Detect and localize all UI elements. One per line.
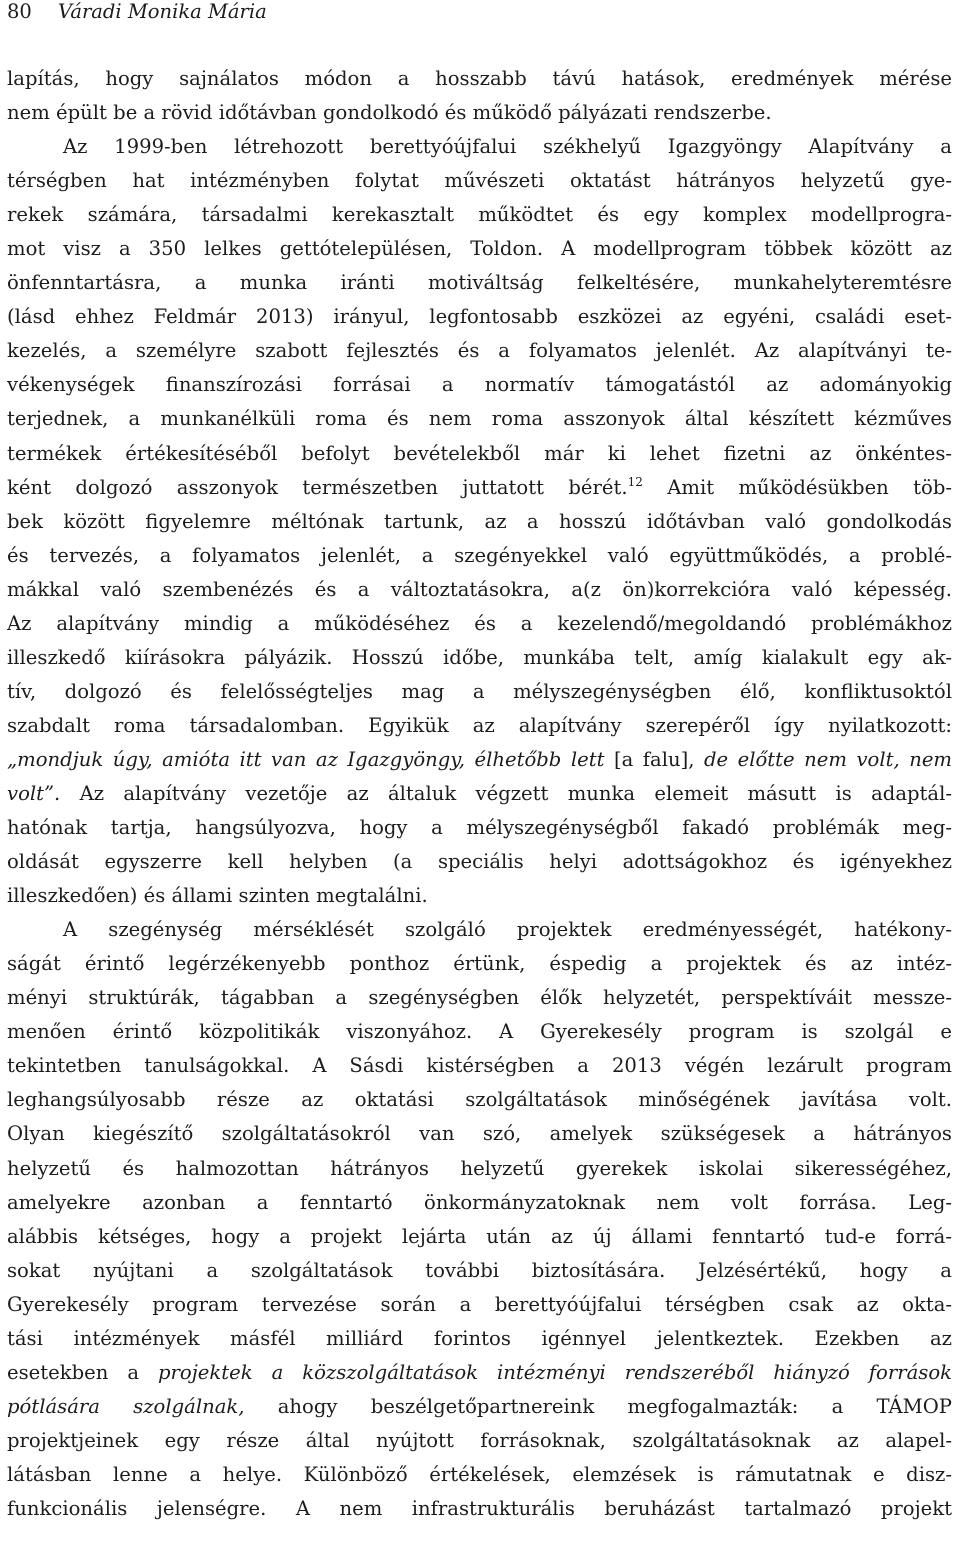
text-line: kezelés, a személyre szabott fejlesztés és a folyamatos jelenlét. Az alapítványi te- [7, 339, 952, 363]
paragraph-2 [7, 130, 952, 913]
text-line: menően érintő közpolitikák viszonyához. A Gyerekesély program is szolgál e [7, 1020, 952, 1044]
paragraph-1 [7, 62, 952, 130]
text-line: (lásd ehhez Feldmár 2013) irányul, legfontosabb eszközei az egyéni, családi eset- [7, 305, 952, 329]
text-line: alábbis kétséges, hogy a projekt lejárta után az új állami fenntartó tud-e forrá- [7, 1224, 952, 1248]
text-line: volt”. Az alapítvány vezetője az általuk végzett munka elemeit másutt is adaptál- [7, 781, 952, 805]
text-line: vékenységek finanszírozási forrásai a normatív támogatástól az adományokig [7, 373, 952, 397]
text-line: tív, dolgozó és felelősségteljes mag a mélyszegénységben élő, konfliktusoktól [7, 679, 952, 703]
text-line: rekek számára, társadalmi kerekasztalt működtet és egy komplex modellprogra- [7, 203, 952, 227]
text-line: projektjeinek egy része által nyújtott forrásoknak, szolgáltatásoknak az alapel- [7, 1428, 952, 1452]
text-line: termékek értékesítéséből befolyt bevételekből már ki lehet fizetni az önkéntes- [7, 441, 952, 465]
footnote-marker: 12 [627, 474, 643, 489]
emphasis-italic: pótlására szolgálnak, [7, 1394, 245, 1418]
text-line: Olyan kiegészítő szolgáltatásokról van szó, amelyek szükségesek a hátrányos [7, 1122, 952, 1146]
text-line: „mondjuk úgy, amióta itt van az Igazgyöngy, élhetőbb lett [a falu], de előtte nem volt, nem [7, 747, 952, 771]
paragraph-3 [7, 913, 952, 1526]
quote-italic: volt”. [7, 781, 61, 805]
text-line: ként dolgozó asszonyok természetben juttatott bérét.$^{12}$ Amit működésükben töb- [7, 474, 952, 499]
text-line: Az 1999-ben létrehozott berettyóújfalui székhelyű Igazgyöngy Alapítvány a [63, 135, 952, 159]
text-line: leghangsúlyosabb része az oktatási szolgáltatások minőségének javítása volt. [7, 1088, 952, 1112]
text-line: térségben hat intézményben folytat művészeti oktatást hátrányos helyzetű gye- [7, 169, 952, 193]
text-line: mákkal való szembenézés és a változtatásokra, a(z ön)korrekcióra való képesség. [7, 577, 952, 601]
text-line: sokat nyújtani a szolgáltatások további biztosítására. Jelzésértékű, hogy a [7, 1258, 952, 1282]
text-line: esetekben a projektek a közszolgáltatások intézményi rendszeréből hiányzó források [7, 1360, 952, 1384]
text-line: A szegénység mérséklését szolgáló projektek eredményességét, hatékony- [63, 918, 952, 942]
text-line: illeszkedő kiírásokra pályázik. Hosszú időbe, munkába telt, amíg kialakult egy ak- [7, 645, 952, 669]
quote-italic: „mondjuk úgy, amióta itt van az Igazgyöngy, élhetőbb lett [7, 747, 605, 771]
text-line: oldását egyszerre kell helyben (a speciális helyi adottságokhoz és igényekhez [7, 850, 952, 874]
quote-italic: de előtte nem volt, nem [704, 747, 952, 771]
text-line: funkcionális jelenségre. A nem infrastrukturális beruházást tartalmazó projekt [7, 1496, 952, 1520]
text-line: mot visz a 350 lelkes gettótelepülésen, Toldon. A modellprogram többek között az [7, 237, 952, 261]
emphasis-italic: projektek a közszolgáltatások intézményi rendszeréből hiányzó források [158, 1360, 952, 1384]
text-line: tási intézmények másfél milliárd forintos igénnyel jelentkeztek. Ezekben az [7, 1326, 952, 1350]
text-line: hatónak tartja, hangsúlyozva, hogy a mélyszegénységből fakadó problémák meg- [7, 816, 952, 840]
text-line: illeszkedően) és állami szinten megtalálni. [7, 884, 428, 908]
text-line: amelyekre azonban a fenntartó önkormányzatoknak nem volt forrása. Leg- [7, 1190, 952, 1214]
text-line: tekintetben tanulságokkal. A Sásdi kistérségben a 2013 végén lezárult program [7, 1054, 952, 1078]
text-line: önfenntartásra, a munka iránti motiváltság felkeltésére, munkahelyteremtésre [7, 271, 952, 295]
text-line: szabdalt roma társadalomban. Egyikük az alapítvány szerepéről így nyilatkozott: [7, 713, 952, 737]
text-line: Az alapítvány mindig a működéséhez és a kezelendő/megoldandó problémákhoz [7, 611, 952, 635]
text-line: ságát érintő legérzékenyebb ponthoz értünk, éspedig a projektek és az intéz- [7, 952, 952, 976]
running-head [7, 0, 267, 24]
text-line: terjednek, a munkanélküli roma és nem roma asszonyok által készített kézműves [7, 407, 952, 431]
text-line: helyzetű és halmozottan hátrányos helyzetű gyerekek iskolai sikerességéhez, [7, 1156, 952, 1180]
text-line: pótlására szolgálnak, ahogy beszélgetőpartnereink megfogalmazták: a TÁMOP [7, 1394, 952, 1418]
text-line: nem épült be a rövid időtávban gondolkodó és működő pályázati rendszerbe. [7, 101, 772, 125]
text-line: Gyerekesély program tervezése során a berettyóújfalui térségben csak az okta- [7, 1292, 952, 1316]
text-line: és tervezés, a folyamatos jelenlét, a szegényekkel való együttműködés, a problé- [7, 543, 952, 567]
body-text [7, 62, 952, 1526]
text-line: ményi struktúrák, tágabban a szegénységben élők helyzetét, perspektíváit messze- [7, 986, 952, 1010]
text-line: bek között figyelemre méltónak tartunk, az a hosszú időtávban való gondolkodás [7, 509, 952, 533]
page-number: 80 [7, 0, 32, 23]
text-line: lapítás, hogy sajnálatos módon a hosszabb távú hatások, eredmények mérése [7, 67, 952, 90]
text-line: látásban lenne a helye. Különböző értékelések, elemzések is rámutatnak e disz- [7, 1462, 952, 1486]
running-head-author: Váradi Monika Mária [58, 0, 267, 23]
